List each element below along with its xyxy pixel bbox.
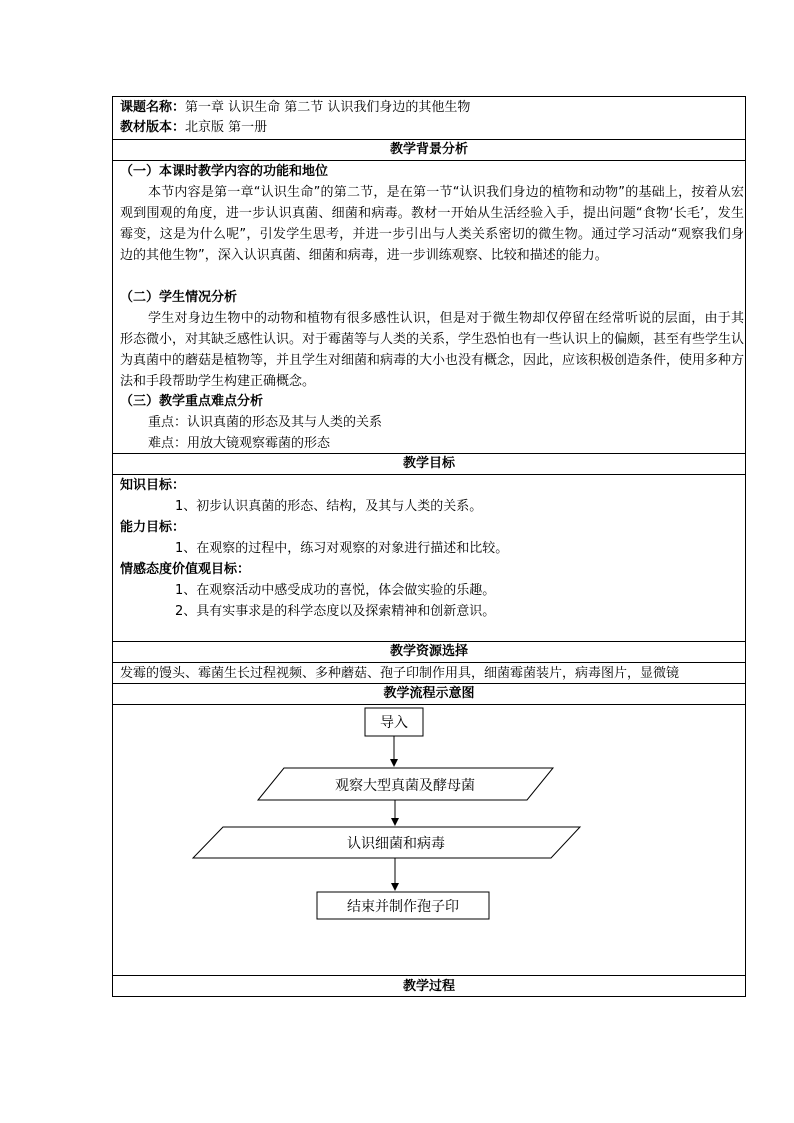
flow-step-4-label: 结束并制作孢子印	[347, 899, 459, 915]
flowchart-diagram	[113, 705, 745, 975]
knowledge-item-1: 1、初步认识真菌的形态、结构，及其与人类的关系。	[175, 499, 483, 514]
key-point: 重点：认识真菌的形态及其与人类的关系	[148, 415, 383, 430]
section-title-objectives: 教学目标	[402, 456, 455, 471]
lesson-plan-table	[112, 96, 746, 997]
topic-value: 第一章 认识生命 第二节 认识我们身边的其他生物	[185, 100, 471, 115]
emotion-label: 情感态度价值观目标：	[120, 562, 251, 577]
edition-value: 北京版 第一册	[185, 120, 268, 135]
flow-step-1-label: 导入	[380, 715, 408, 731]
resources-text: 发霉的馒头、霉菌生长过程视频、多种蘑菇、孢子印制作用具，细菌霉菌装片，病毒图片，显微镜	[120, 666, 680, 681]
topic-label: 课题名称：	[120, 100, 186, 115]
background-paragraph-1: 本节内容是第一章“认识生命”的第二节，是在第一节“认识我们身边的植物和动物”的基础上，按着从宏观到围观的角度，进一步认识真菌、细菌和病毒。教材一开始从生活经验入手，提出问题“食物‘长毛’，发生霉变，这是为什么呢”，引发学生思考，并进一步引出与人类关系密切的微生物。通过学习活动“观察我们身边的其他生物”，深入认识真菌、细菌和病毒，进一步训练观察、比较和描述的能力。	[120, 185, 744, 263]
ability-label: 能力目标：	[120, 520, 186, 535]
emotion-item-1: 1、在观察活动中感受成功的喜悦，体会做实验的乐趣。	[175, 583, 496, 598]
background-heading-1: （一）本课时教学内容的功能和地位	[120, 164, 329, 179]
edition-label: 教材版本：	[120, 120, 186, 135]
section-title-process: 教学过程	[402, 979, 455, 994]
topic-row	[120, 97, 470, 118]
ability-item-1: 1、在观察的过程中，练习对观察的对象进行描述和比较。	[175, 541, 509, 556]
divider	[113, 474, 745, 475]
section-title-background: 教学背景分析	[389, 142, 468, 157]
edition-row	[120, 117, 267, 138]
flow-step-2-label: 观察大型真菌及酵母菌	[335, 778, 475, 794]
section-title-resources: 教学资源选择	[389, 644, 468, 659]
emotion-item-2: 2、具有实事求是的科学态度以及探索精神和创新意识。	[175, 604, 496, 619]
knowledge-label: 知识目标：	[120, 478, 186, 493]
background-paragraph-2: 学生对身边生物中的动物和植物有很多感性认识，但是对于微生物却仅停留在经常听说的层面，由于其形态微小，对其缺乏感性认识。对于霉菌等与人类的关系，学生恐怕也有一些认识上的偏颇，甚至有些学生认为真菌中的蘑菇是植物等，并且学生对细菌和病毒的大小也没有概念，因此，应该积极创造条件，使用多种方法和手段帮助学生构建正确概念。	[120, 311, 745, 389]
background-heading-3: （三）教学重点难点分析	[120, 394, 264, 409]
flow-step-3-label: 认识细菌和病毒	[347, 836, 445, 852]
difficulty-point: 难点：用放大镜观察霉菌的形态	[148, 436, 331, 451]
section-title-flowchart: 教学流程示意图	[383, 686, 475, 701]
background-heading-2: （二）学生情况分析	[120, 290, 238, 305]
